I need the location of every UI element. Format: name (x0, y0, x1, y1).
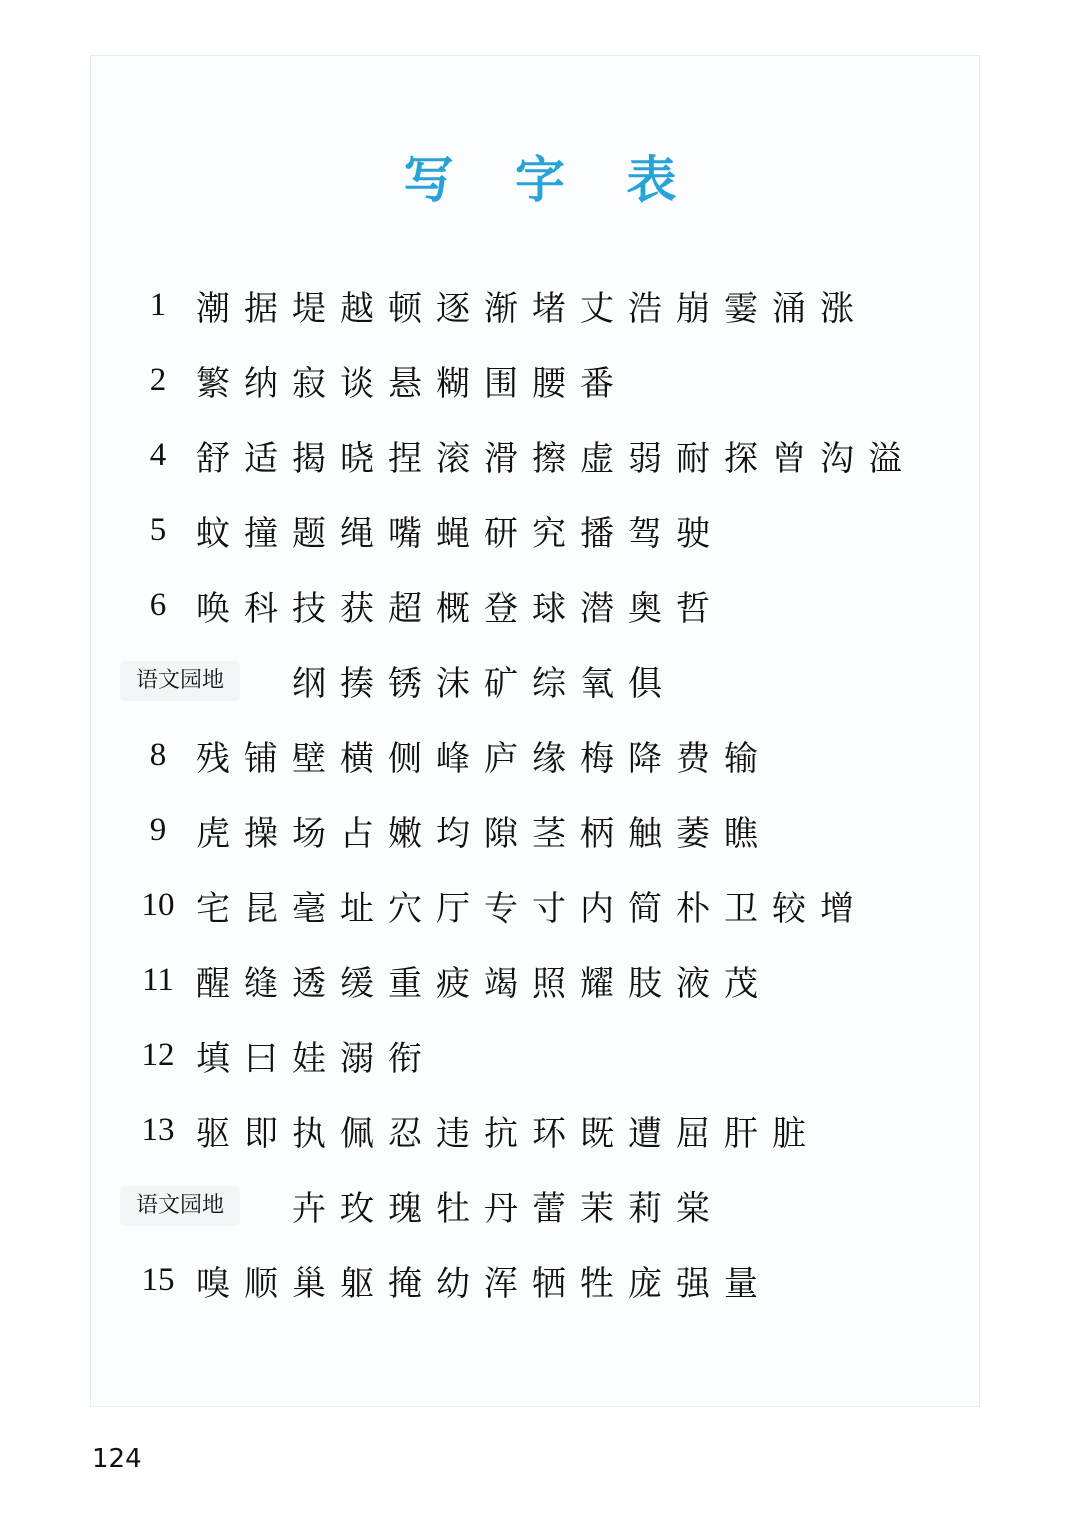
lesson-number: 2 (149, 362, 167, 398)
row-9 (120, 793, 1000, 868)
character-list: 卉玫瑰牡丹蕾茉莉棠 (292, 1189, 724, 1229)
garden-tag: 语文园地 (120, 1186, 240, 1226)
lesson-number: 13 (141, 1112, 175, 1148)
lesson-number: 10 (141, 887, 175, 923)
character-list: 繁纳寂谈悬糊围腰番 (196, 364, 628, 404)
character-list: 填曰娃溺衔 (196, 1039, 436, 1079)
garden-tag: 语文园地 (120, 661, 240, 701)
lesson-number: 12 (141, 1037, 175, 1073)
row-15 (120, 1243, 1000, 1318)
row-1 (120, 268, 1000, 343)
lesson-number: 9 (149, 812, 167, 848)
character-list: 宅昆毫址穴厅专寸内简朴卫较增 (196, 889, 868, 929)
row-11 (120, 943, 1000, 1018)
character-list: 蚊撞题绳嘴蝇研究播驾驶 (196, 514, 724, 554)
lesson-number: 6 (149, 587, 167, 623)
lesson-number: 5 (149, 512, 167, 548)
row-5 (120, 493, 1000, 568)
row-garden-1 (120, 643, 1000, 718)
character-list: 纲揍锈沫矿综氧俱 (292, 664, 676, 704)
row-4 (120, 418, 1000, 493)
row-12 (120, 1018, 1000, 1093)
character-list: 嗅顺巢躯掩幼浑牺牲庞强量 (196, 1264, 772, 1304)
lesson-number: 15 (141, 1262, 175, 1298)
lesson-number: 1 (149, 287, 167, 323)
character-list: 唤科技获超概登球潜奥哲 (196, 589, 724, 629)
row-13 (120, 1093, 1000, 1168)
row-6 (120, 568, 1000, 643)
character-list: 残铺壁横侧峰庐缘梅降费输 (196, 739, 772, 779)
character-list: 驱即执佩忍违抗环既遭屈肝脏 (196, 1114, 820, 1154)
character-list: 醒缝透缓重疲竭照耀肢液茂 (196, 964, 772, 1004)
row-10 (120, 868, 1000, 943)
lesson-number: 11 (142, 962, 174, 998)
character-table (120, 268, 1000, 1318)
character-list: 虎操场占嫩均隙茎柄触萎瞧 (196, 814, 772, 854)
row-8 (120, 718, 1000, 793)
row-2 (120, 343, 1000, 418)
row-garden-2 (120, 1168, 1000, 1243)
lesson-number: 4 (149, 437, 167, 473)
page-title: 写 字 表 (403, 151, 699, 209)
page-number: 124 (92, 1444, 142, 1474)
character-list: 舒适揭晓捏滚滑擦虚弱耐探曾沟溢 (196, 439, 916, 479)
lesson-number: 8 (149, 737, 167, 773)
character-list: 潮据堤越顿逐渐堵丈浩崩霎涌涨 (196, 289, 868, 329)
